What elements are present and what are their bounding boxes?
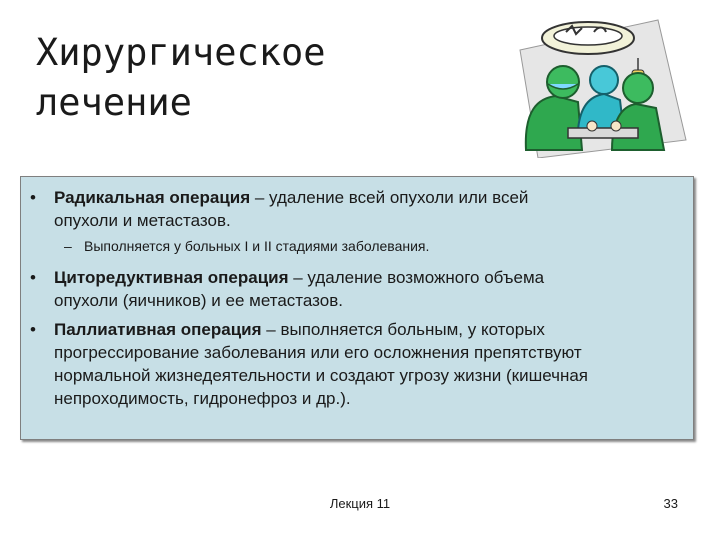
bullet-text: нормальной жизнедеятельности и создают угрозу жизни (кишечная xyxy=(54,366,588,385)
surgeons-operating-clipart-icon xyxy=(508,10,690,158)
footer-page-number: 33 xyxy=(663,496,678,511)
sub-bullet-marker: – xyxy=(64,238,72,254)
bullet-text: – выполняется больным, у которых xyxy=(261,320,545,339)
bullet-marker: • xyxy=(30,268,36,287)
bullet-marker: • xyxy=(30,320,36,339)
bullet-text: – удаление всей опухоли или всей xyxy=(250,188,529,207)
bullet-term: Паллиативная операция xyxy=(54,320,262,339)
list-item xyxy=(30,318,588,410)
sub-list-item xyxy=(64,237,430,256)
title-line-2: лечение xyxy=(36,81,192,124)
list-item xyxy=(30,266,545,312)
bullet-text: прогрессирование заболевания или его осложнения препятствуют xyxy=(54,343,582,362)
bullet-text: непроходимость, гидронефроз и др.). xyxy=(54,389,351,408)
footer-lecture-label: Лекция 11 xyxy=(329,496,391,511)
bullet-text: – удаление возможного объема xyxy=(288,268,545,287)
bullet-marker: • xyxy=(30,188,36,207)
bullet-term: Радикальная операция xyxy=(54,188,251,207)
bullet-text: опухоли (яичников) и ее метастазов. xyxy=(54,291,343,310)
slide-title xyxy=(36,28,326,128)
bullet-text: опухоли и метастазов. xyxy=(54,211,231,230)
title-line-1: Хирургическое xyxy=(36,31,326,74)
bullet-term: Циторедуктивная операция xyxy=(54,268,289,287)
sub-bullet-text: Выполняется у больных I и II стадиями заболевания. xyxy=(84,238,430,254)
list-item xyxy=(30,186,529,232)
